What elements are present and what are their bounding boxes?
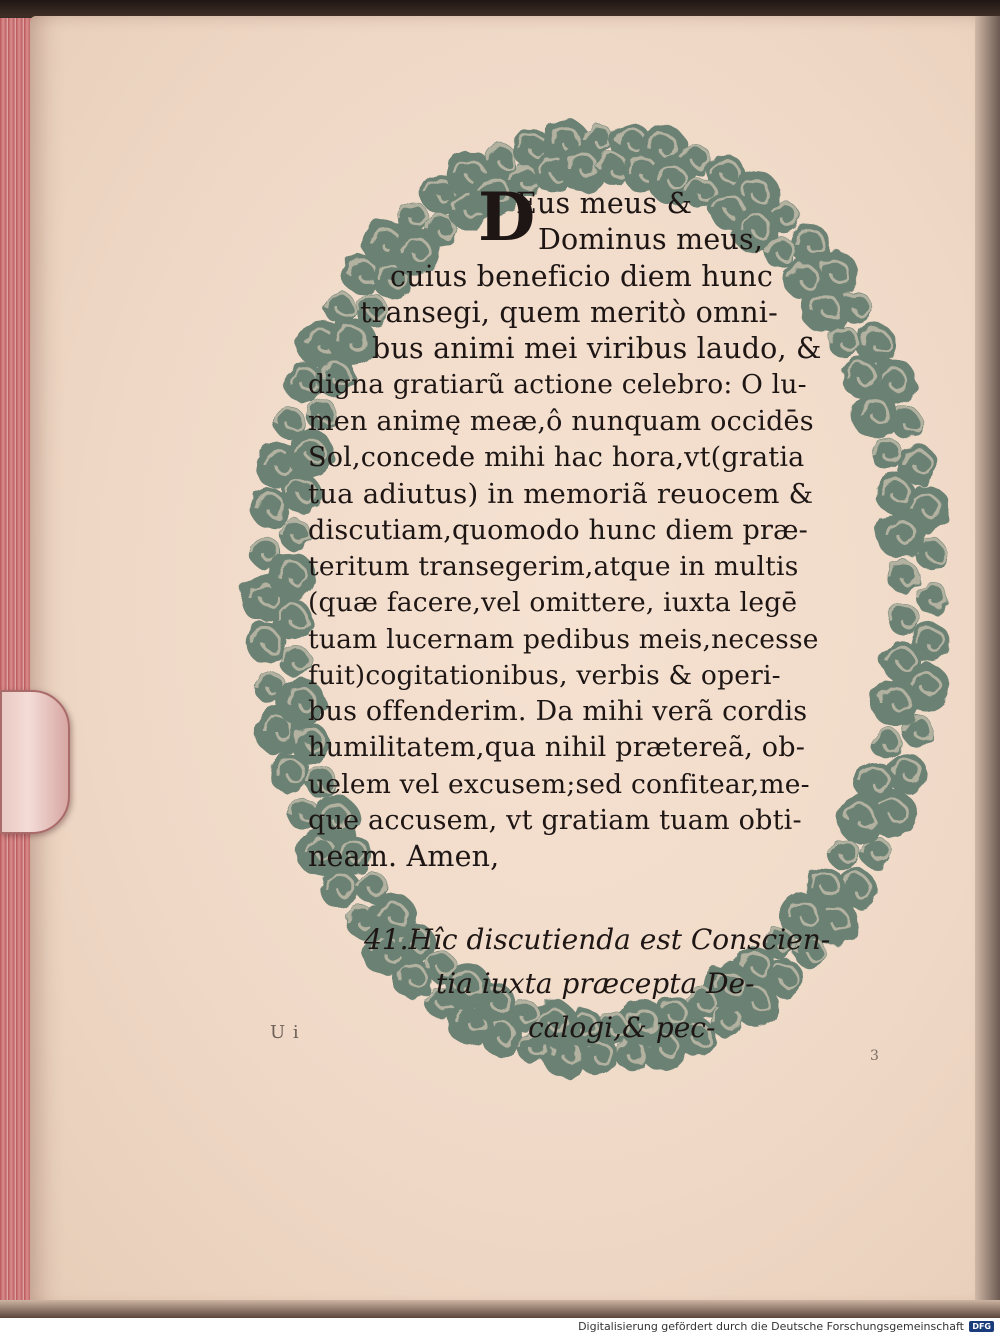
digitization-credit: Digitalisierung gefördert durch die Deutsche Forschungsgemeinschaft — [578, 1320, 964, 1333]
italic-line-1: 41.Hîc discutienda est Conscien- — [364, 923, 831, 956]
text-line-13: tuam lucernam pedibus meis,necesse — [308, 623, 819, 655]
ornament-leaf — [916, 582, 948, 614]
text-line-15: bus offenderim. Da mihi verã cordis — [308, 696, 808, 728]
italic-line-2: tia iuxta præcepta De- — [436, 967, 755, 1000]
signature-mark: U i — [270, 1022, 300, 1043]
text-line-8: Sol,concede mihi hac hora,vt(gratia — [308, 442, 805, 474]
folio-mark: 3 — [870, 1048, 879, 1064]
text-line-17: uelem vel excusem;sed confitear,me- — [308, 768, 810, 800]
text-line-16: humilitatem,qua nihil prætereã, ob- — [308, 732, 806, 764]
text-line-4: transegi, quem meritò omni- — [360, 295, 778, 329]
text-line-1: Eus meus & — [516, 187, 693, 220]
text-line-12: (quæ facere,vel omittere, iuxta legē — [308, 587, 798, 619]
italic-line-3: calogi,& pec- — [528, 1011, 716, 1044]
ornament-leaf — [888, 603, 920, 635]
text-line-14: fuit)cogitationibus, verbis & operi- — [308, 659, 781, 691]
ornament-leaf — [279, 645, 311, 677]
text-line-10: discutiam,quomodo hunc diem præ- — [308, 514, 809, 546]
drop-cap: D — [478, 178, 536, 256]
ornament-leaf — [888, 561, 920, 593]
dfg-logo-icon: DFG — [969, 1321, 994, 1332]
text-line-9: tua adiutus) in memoriã reuocem & — [308, 478, 814, 511]
text-line-2: Dominus meus, — [538, 223, 764, 257]
prayer-text — [308, 178, 892, 876]
text-line-3: cuius beneficio diem hunc — [390, 259, 774, 293]
text-line-18: que accusem, vt gratiam tuam obti- — [308, 805, 802, 837]
text-line-11: teritum transegerim,atque in multis — [308, 550, 799, 582]
text-line-5: bus animi mei viribus laudo, & — [372, 332, 822, 366]
footer-bar — [0, 1318, 1000, 1336]
ornament-leaf — [279, 519, 311, 551]
text-line-7: men animę meæ,ô nunquam occidēs — [308, 405, 814, 437]
text-line-19: neam. Amen, — [308, 840, 500, 874]
text-line-6: digna gratiarũ actione celebro: O lu- — [308, 369, 807, 401]
